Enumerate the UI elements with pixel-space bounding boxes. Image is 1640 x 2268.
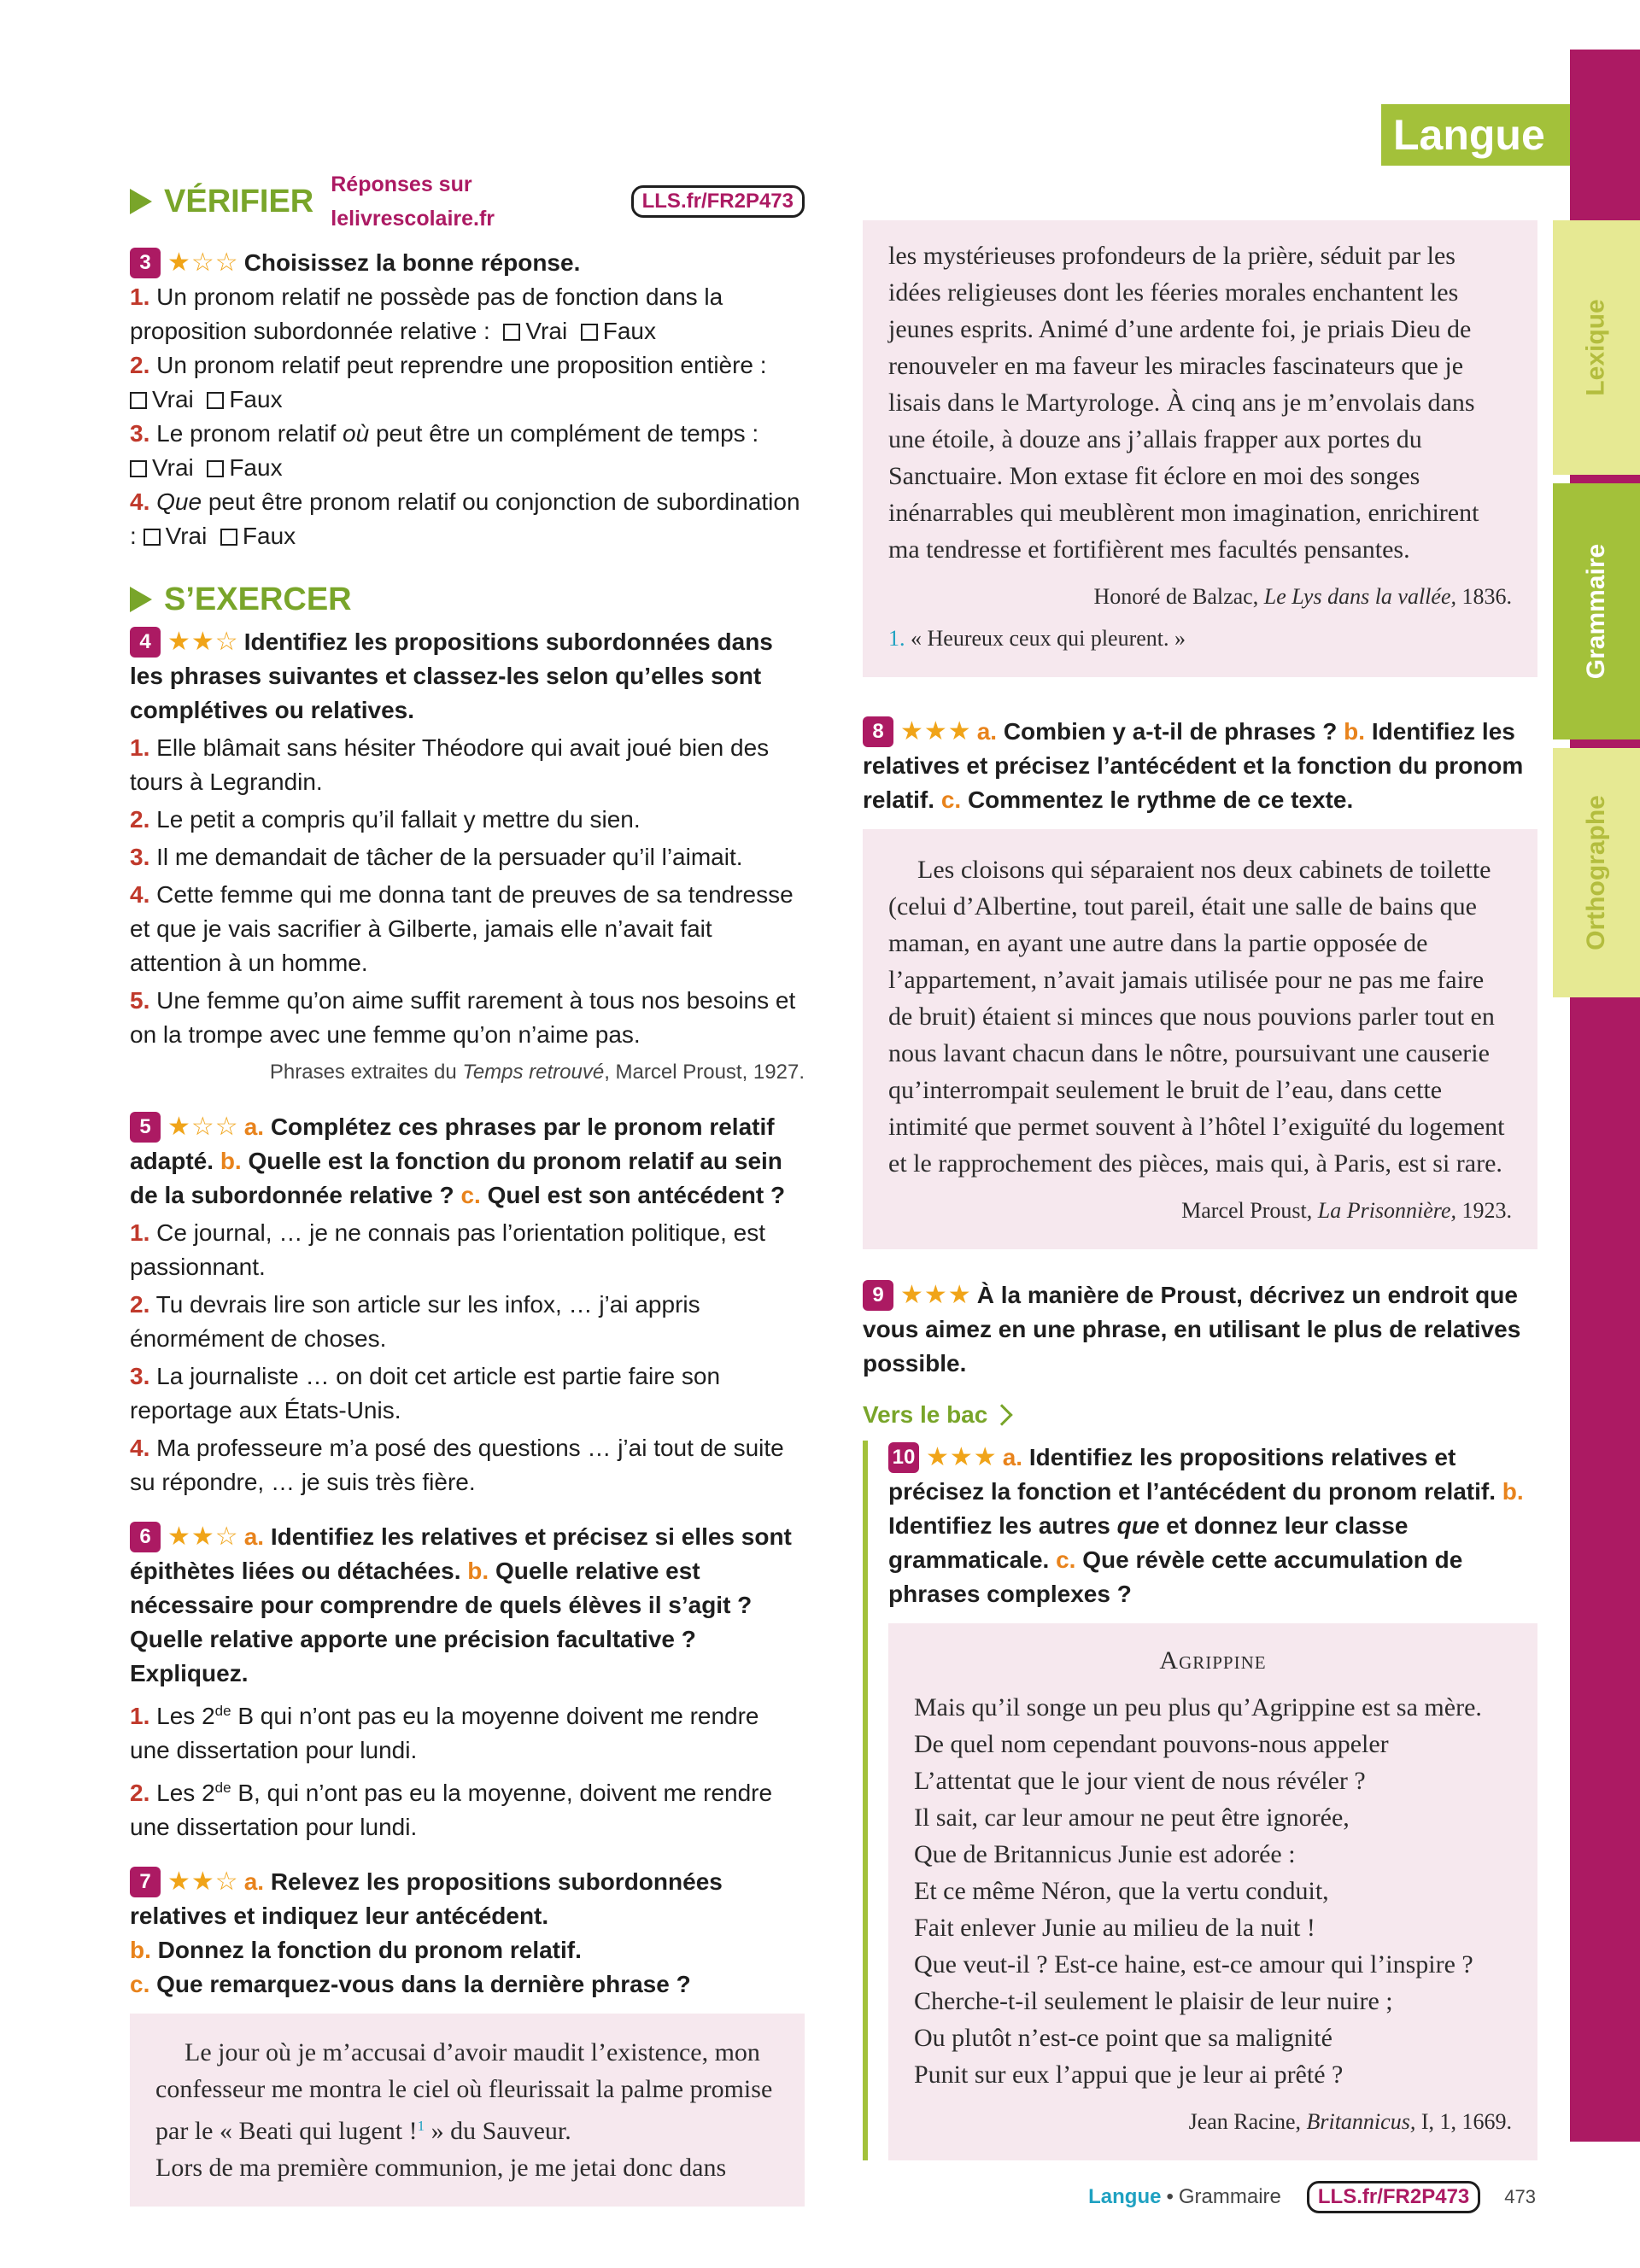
exercise-6: 6 ★★☆ a. Identifiez les relatives et précisez si elles sont épithètes liées ou détachées. b. Quelle relative est nécessaire pour comprendre de quels élèves il s’agit ? Quelle relative apporte une précision facultative ? Expliquez. 1. Les 2de B qui n’ont pas eu la moyenne doivent me rendre une dissertation pour lundi. 2. Les 2de B, qui n’ont pas eu la moyenne, doivent me rendre une dissertation pour lundi.	[130, 1520, 805, 1844]
tab-grammaire[interactable]	[1553, 483, 1640, 739]
instruction: Identifiez les propositions subordonnées dans les phrases suivantes et classez-les selon qu’elles sont complétives ou relatives.	[130, 628, 773, 723]
exercise-number: 6	[130, 1522, 161, 1552]
list-item: 1. Les 2de B qui n’ont pas eu la moyenne doivent me rendre une dissertation pour lundi.	[130, 1703, 759, 1763]
exercise-5: 5 ★☆☆ a. Complétez ces phrases par le pronom relatif adapté. b. Quelle est la fonction du pronom relatif au sein de la subordonnée relative ? c. Quel est son antécédent ? 1. Ce journal, … je ne connais pas l’orientation politique, est passionnant. 2. Tu devrais lire son article sur les infox, … j’ai appris énormément de choses. 3. La journaliste … on doit cet article est partie faire son reportage aux États-Unis. 4. Ma professeure m’a posé des questions … j’ai tout de suite su répondre, … je suis très fière.	[130, 1110, 805, 1499]
poem-title: Agrippine	[1159, 1646, 1267, 1675]
poem-line: Cherche-t-il seulement le plaisir de leur nuire ;	[914, 1987, 1393, 2015]
list-item: 4. Que peut être pronom relatif ou conjonction de subordination : Vrai Faux	[130, 488, 800, 549]
difficulty-stars-icon: ★☆☆	[167, 1113, 239, 1141]
difficulty-stars-icon: ★★☆	[167, 1868, 239, 1896]
footnote: 1. « Heureux ceux qui pleurent. »	[888, 626, 1186, 651]
source-citation: Honoré de Balzac, Le Lys dans la vallée, 1836.	[1093, 584, 1512, 609]
poem-line: Et ce même Néron, que la vertu conduit,	[914, 1877, 1329, 1905]
footer-subsection: Grammaire	[1178, 2185, 1281, 2208]
vers-le-bac-label: Vers le bac	[863, 1401, 1538, 1429]
exercise-number: 8	[863, 716, 893, 747]
difficulty-stars-icon: ★★★	[900, 717, 972, 745]
text-excerpt: Les cloisons qui séparaient nos deux cabinets de toilette (celui d’Albertine, tout pareil, était une salle de bains que maman, en ayant une autre dans la partie opposée de l’appartement, n’avait jamais utilisée pour ne pas me faire de bruit) étaient si minces que nous pouvions parler tout en nous lavant chacun dans le nôtre, poursuivant une causerie qu’interrompait seulement le bruit de l’eau, dans cette intimité que permet souvent à l’hôtel l’exiguïté du logement et le rapprochement des pièces, mais qui, à Paris, est si rare. Marcel Proust, La Prisonnière, 1923.	[863, 829, 1538, 1249]
list-item: 3. La journaliste … on doit cet article est partie faire son reportage aux États-Unis.	[130, 1363, 721, 1423]
source-citation: Jean Racine, Britannicus, I, 1, 1669.	[1188, 2109, 1512, 2134]
poem-line: De quel nom cependant pouvons-nous appeler	[914, 1730, 1389, 1758]
difficulty-stars-icon: ★☆☆	[167, 248, 239, 277]
checkbox-icon[interactable]	[581, 324, 598, 341]
list-item: 1. Elle blâmait sans hésiter Théodore qui avait joué bien des tours à Legrandin.	[130, 734, 770, 795]
checkbox-icon[interactable]	[503, 324, 520, 341]
checkbox-icon[interactable]	[130, 460, 147, 477]
instruction: Choisissez la bonne réponse.	[243, 249, 581, 276]
checkbox-icon[interactable]	[207, 392, 224, 409]
sexercer-title: S’EXERCER	[164, 582, 352, 617]
exercise-number: 5	[130, 1112, 161, 1143]
answers-link[interactable]: Réponses sur lelivrescolaire.fr	[331, 172, 495, 231]
poem-excerpt	[888, 1623, 1538, 2160]
page-footer	[1088, 2181, 1536, 2213]
difficulty-stars-icon: ★★★	[926, 1443, 998, 1471]
section-banner: Langue	[1381, 104, 1570, 166]
exercise-3	[130, 246, 805, 553]
lls-code-badge[interactable]: LLS.fr/FR2P473	[631, 185, 805, 218]
exercise-9	[863, 1278, 1538, 1381]
source-citation: Phrases extraites du Temps retrouvé, Marcel Proust, 1927.	[269, 1061, 805, 1084]
poem-line: Il sait, car leur amour ne peut être ignorée,	[914, 1803, 1350, 1832]
difficulty-stars-icon: ★★☆	[167, 628, 239, 656]
difficulty-stars-icon: ★★☆	[167, 1523, 239, 1551]
checkbox-icon[interactable]	[207, 460, 224, 477]
right-column	[863, 220, 1538, 2160]
footnote-mark: 1	[417, 2118, 425, 2134]
exercise-number: 10	[888, 1442, 919, 1473]
checkbox-icon[interactable]	[130, 392, 147, 409]
footer-section: Langue	[1088, 2185, 1162, 2208]
poem-line: L’attentat que le jour vient de nous révéler ?	[914, 1767, 1366, 1795]
exercise-8: 8 ★★★ a. Combien y a-t-il de phrases ? b. Identifiez les relatives et précisez l’antécédent et la fonction du pronom relatif. c. Commentez le rythme de ce texte. Les cloisons qui séparaient nos deux cabinets de toilette (celui d’Albertine, tout pareil, était une salle de bains que maman, en ayant une autre dans la partie opposée de l’appartement, n’avait jamais utilisée pour ne pas me faire de bruit) étaient si minces que nous pouvions parler tout en nous lavant chacun dans le nôtre, poursuivant une causerie qu’interrompait seulement le bruit de l’eau, dans cette intimité que permet souvent à l’hôtel l’exiguïté du logement et le rapprochement des pièces, mais qui, à Paris, est si rare. Marcel Proust, La Prisonnière, 1923.	[863, 715, 1538, 1249]
left-column	[130, 167, 805, 2207]
list-item: 5. Une femme qu’on aime suffit rarement à tous nos besoins et on la trompe avec une femme qu’on n’aime pas.	[130, 987, 796, 1048]
chevron-right-icon	[992, 1404, 1013, 1425]
poem-line: Que veut-il ? Est-ce haine, est-ce amour qui l’inspire ?	[914, 1950, 1473, 1979]
sexercer-heading	[130, 582, 805, 617]
list-item: 1. Un pronom relatif ne possède pas de fonction dans la proposition subordonnée relative : Vrai Faux	[130, 284, 723, 344]
poem-line: Que de Britannicus Junie est adorée :	[914, 1840, 1296, 1868]
tab-lexique[interactable]	[1553, 220, 1640, 475]
poem-line: Punit sur eux l’appui que je leur ai prêté ?	[914, 2060, 1344, 2089]
list-item: 2. Le petit a compris qu’il fallait y mettre du sien.	[130, 806, 641, 833]
poem-line: Fait enlever Junie au milieu de la nuit !	[914, 1914, 1315, 1942]
footer-separator: •	[1166, 2185, 1174, 2208]
poem-line: Mais qu’il songe un peu plus qu’Agrippine est sa mère.	[914, 1693, 1482, 1721]
list-item: 4. Cette femme qui me donna tant de preuves de sa tendresse et que je vais sacrifier à Gilberte, jamais elle n’avait fait attention à un homme.	[130, 881, 794, 976]
bac-block	[863, 1441, 1538, 2160]
list-item: 1. Ce journal, … je ne connais pas l’orientation politique, est passionnant.	[130, 1219, 766, 1280]
exercise-number: 9	[863, 1280, 893, 1311]
tab-grammaire-label: Grammaire	[1582, 543, 1610, 680]
source-citation: Marcel Proust, La Prisonnière, 1923.	[1181, 1198, 1512, 1223]
play-triangle-icon	[130, 587, 152, 612]
tab-lexique-label: Lexique	[1582, 299, 1610, 396]
page-number: 473	[1504, 2186, 1536, 2207]
text-excerpt: les mystérieuses profondeurs de la prière, séduit par les idées religieuses dont les féeries morales enchantent les jeunes esprits. Animé d’une ardente foi, je priais Dieu de renouveler en ma faveur les miracles fascinateurs que je lisais dans le Martyrologe. À cinq ans je m’envolais dans une étoile, à douze ans j’allais frapper aux portes du Sanctuaire. Mon extase fit éclore en moi des songes inénarrables qui meublèrent mon imagination, enrichirent ma tendresse et fortifièrent mes facultés pensantes. Honoré de Balzac, Le Lys dans la vallée, 1836. 1. « Heureux ceux qui pleurent. »	[863, 220, 1538, 677]
verifier-title: VÉRIFIER	[164, 184, 314, 219]
list-item: 2. Tu devrais lire son article sur les infox, … j’ai appris énormément de choses.	[130, 1291, 700, 1352]
exercise-number: 3	[130, 248, 161, 278]
list-item: 3. Le pronom relatif où peut être un complément de temps : Vrai Faux	[130, 420, 759, 481]
exercise-number: 7	[130, 1867, 161, 1897]
exercise-10: 10 ★★★ a. Identifiez les propositions relatives et précisez la fonction et l’antécédent du pronom relatif. b. Identifiez les autres que et donnez leur classe grammaticale. c. Que révèle cette accumulation de phrases complexes ? Agrippine Mais qu’il songe un peu plus qu’Agrippine est sa mère. De quel nom cependant pouvons-nous appeler L’attentat que le jour vient de nous révéler ? Il sait, car leur amour ne peut être ignorée, Que de Britannicus Junie est adorée : Et ce même Néron, que la vertu conduit, Fait enlever Junie au milieu de la nuit ! Que veut-il ? Est-ce haine, est-ce amour qui l’inspire ? Cherche-t-il seulement le plaisir de leur nuire ; Ou plutôt n’est-ce point que sa malignité Punit sur eux l’appui que je leur ai prêté ? Jean Racine, Britannicus, I, 1, 1669.	[888, 1441, 1538, 2160]
instruction: À la manière de Proust, décrivez un endroit que vous aimez en une phrase, en utilisant le plus de relatives possible.	[863, 1282, 1521, 1377]
list-item: 2. Un pronom relatif peut reprendre une proposition entière : Vrai Faux	[130, 352, 767, 412]
list-item: 2. Les 2de B, qui n’ont pas eu la moyenne, doivent me rendre une dissertation pour lundi.	[130, 1780, 773, 1840]
tab-orthographe[interactable]	[1553, 748, 1640, 997]
play-triangle-icon	[130, 189, 152, 214]
poem-line: Ou plutôt n’est-ce point que sa malignité	[914, 2024, 1332, 2052]
difficulty-stars-icon: ★★★	[900, 1281, 972, 1309]
checkbox-icon[interactable]	[144, 529, 161, 546]
exercise-number: 4	[130, 627, 161, 658]
text-excerpt: Le jour où je m’accusai d’avoir maudit l’existence, mon confesseur me montra le ciel où fleurissait la palme promise par le « Beati qui lugent !$^1$ » du Sauveur. Lors de ma première communion, je me jetai donc dans	[130, 2014, 805, 2207]
verifier-heading	[130, 167, 805, 236]
list-item: 3. Il me demandait de tâcher de la persuader qu’il l’aimait.	[130, 844, 743, 870]
checkbox-icon[interactable]	[220, 529, 237, 546]
lls-code-badge[interactable]: LLS.fr/FR2P473	[1307, 2181, 1480, 2213]
tab-orthographe-label: Orthographe	[1582, 795, 1611, 950]
exercise-7: 7 ★★☆ a. Relevez les propositions subordonnées relatives et indiquez leur antécédent. b. Donnez la fonction du pronom relatif. c. Que remarquez-vous dans la dernière phrase ? Le jour où je m’accusai d’avoir maudit l’existence, mon confesseur me montra le ciel où fleurissait la palme promise par le « Beati qui lugent !$^1$ » du Sauveur. Lors de ma première communion, je me jetai donc dans	[130, 1865, 805, 2207]
list-item: 4. Ma professeure m’a posé des questions … j’ai tout de suite su répondre, … je suis très fière.	[130, 1435, 784, 1495]
exercise-4	[130, 625, 805, 1090]
